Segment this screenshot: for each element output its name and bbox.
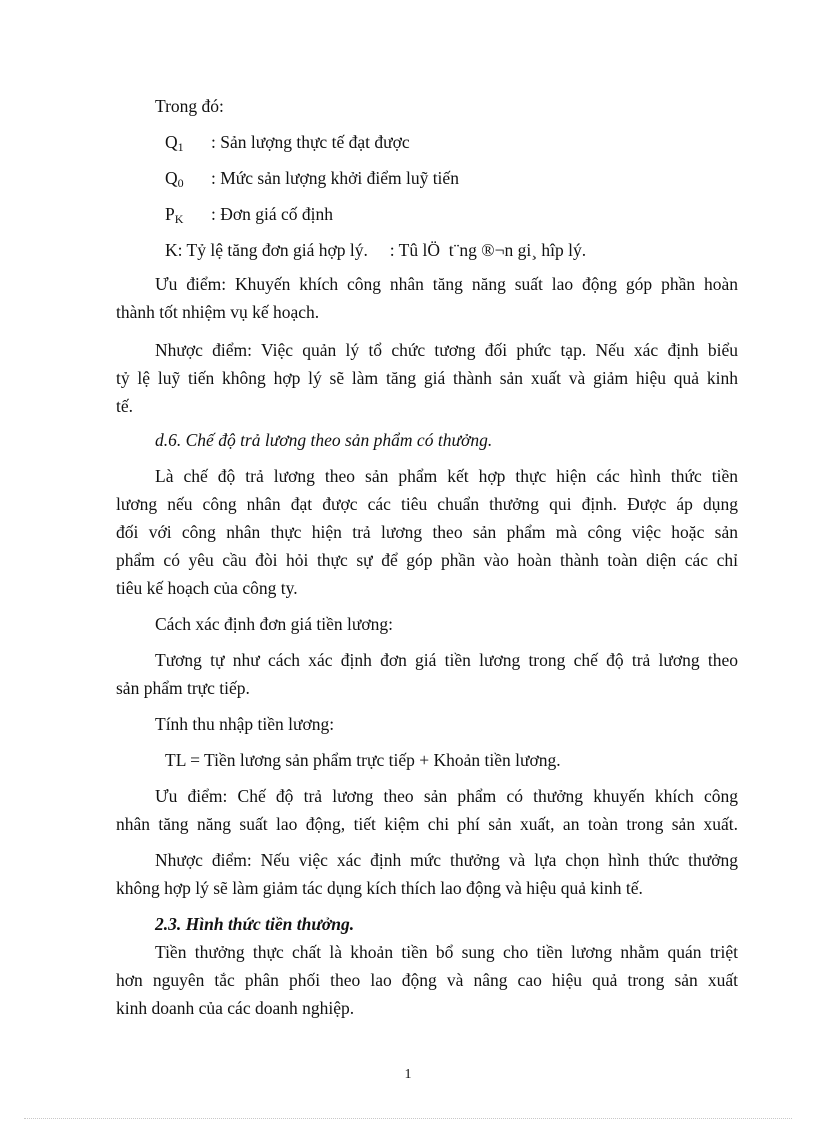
var-q0-row: [165, 164, 459, 192]
cach-xac-dinh: Cách xác định đơn giá tiền lương:: [155, 614, 393, 634]
uu-diem-2-line-1: Ưu điểm: Chế độ trả lương theo sản phẩm có thưởng khuyến khích công: [155, 786, 738, 806]
para-23-line-3: kinh doanh của các doanh nghiệp.: [116, 998, 355, 1018]
nhuoc-diem-1-line-1: Nhược điểm: Việc quản lý tổ chức tương đối phức tạp. Nếu xác định biểu: [155, 340, 738, 360]
var-symbol: $Q_0$: [165, 168, 184, 190]
var-q1-row: [165, 128, 410, 156]
para-d6-line-2: lương nếu công nhân đạt được các tiêu chuẩn thưởng qui định. Được áp dụng: [116, 494, 738, 514]
formula-tl: TL = Tiền lương sản phẩm trực tiếp + Khoản tiền lương.: [165, 750, 561, 770]
tinh-thu-nhap: Tính thu nhập tiền lương:: [155, 714, 335, 734]
para-d6-line-4: phẩm có yêu cầu đòi hỏi thực sự để góp phần vào hoàn thành toàn diện các chỉ: [116, 550, 738, 570]
var-symbol: $Q_1$: [165, 132, 184, 154]
para-d6-line-1: Là chế độ trả lương theo sản phẩm kết hợp thực hiện các hình thức tiền: [155, 466, 738, 486]
nhuoc-diem-2-line-2: không hợp lý sẽ làm giảm tác dụng kích thích lao động và hiệu quả kinh tế.: [116, 878, 643, 898]
para-23-line-2: hơn nguyên tắc phân phối theo lao động và nâng cao hiệu quả trong sản xuất: [116, 970, 738, 990]
var-pk-row: [165, 200, 333, 228]
nhuoc-diem-1-line-3: tế.: [116, 396, 134, 416]
tuong-tu-line-1: Tương tự như cách xác định đơn giá tiền lương trong chế độ trả lương theo: [155, 650, 738, 670]
tuong-tu-line-2: sản phẩm trực tiếp.: [116, 678, 250, 698]
nhuoc-diem-1-line-2: tỷ lệ luỹ tiến không hợp lý sẽ làm tăng giá thành sản xuất và giảm hiệu quả kinh: [116, 368, 738, 388]
section-heading-d6: d.6. Chế độ trả lương theo sản phẩm có thưởng.: [155, 430, 493, 450]
k-definition: K: Tỷ lệ tăng đơn giá hợp lý. : Tû lÖ t¨ng ®¬n gi¸ hîp lý.: [165, 240, 587, 260]
uu-diem-2-line-2: nhân tăng năng suất lao động, tiết kiệm chi phí sản xuất, an toàn trong sản xuất.: [116, 814, 738, 834]
para-d6-line-5: tiêu kế hoạch của công ty.: [116, 578, 298, 598]
var-description: : Sản lượng thực tế đạt được: [211, 132, 410, 152]
var-symbol: $P_K$: [165, 204, 184, 226]
para-23-line-1: Tiền thưởng thực chất là khoản tiền bổ sung cho tiền lương nhằm quán triệt: [155, 942, 738, 962]
var-description: : Đơn giá cố định: [211, 204, 334, 224]
intro-text: Trong đó:: [155, 96, 224, 116]
page-number: 1: [404, 1067, 412, 1082]
section-heading-2-3: 2.3. Hình thức tiền thưởng.: [155, 914, 355, 934]
page-bottom-rule: [24, 1118, 792, 1119]
uu-diem-1-line-2: thành tốt nhiệm vụ kế hoạch.: [116, 302, 320, 322]
var-description: : Mức sản lượng khởi điểm luỹ tiến: [211, 168, 459, 188]
para-d6-line-3: đối với công nhân thực hiện trả lương theo sản phẩm mà công việc hoặc sản: [116, 522, 738, 542]
uu-diem-1-line-1: Ưu điểm: Khuyến khích công nhân tăng năng suất lao động góp phần hoàn: [155, 274, 738, 294]
nhuoc-diem-2-line-1: Nhược điểm: Nếu việc xác định mức thưởng và lựa chọn hình thức thưởng: [155, 850, 738, 870]
